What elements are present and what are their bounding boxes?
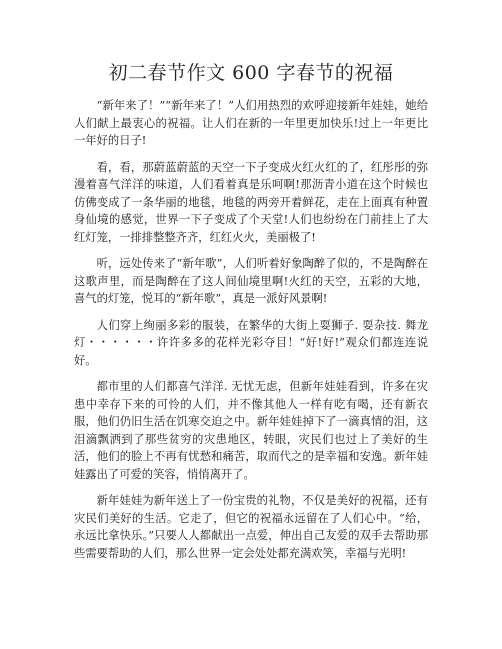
document-title: 初二春节作文 600 字春节的祝福 <box>108 62 394 84</box>
paragraph-4: 人们穿上绚丽多彩的服装，在繁华的大街上耍狮子. 耍杂技. 舞龙灯・・・・・・许许多多的花样光彩夺目！“好!好!”观众们都连连说好。 <box>74 318 428 367</box>
paragraph-5: 都市里的人们都喜气洋洋. 无忧无虑，但新年娃娃看到，许多在灾患中幸存下来的可怜的人们，并不像其他人一样有吃有喝，还有新衣服，他们仍旧生活在饥寒交迫之中。新年娃娃掉下了一滴真情的泪，这泪滴飘洒到了那些贫穷的灾患地区，转眼，灾民们也过上了美好的生活，他们的脸上不再有忧愁和痛苦，取而代之的是幸福和安逸。新年娃娃露出了可爱的笑容，悄悄离开了。 <box>74 380 428 481</box>
paragraph-1: “新年来了！”“新年来了！”人们用热烈的欢呼迎接新年娃娃，她给人们献上最衷心的祝福。让人们在新的一年里更加快乐!过上一年更比一年好的日子! <box>74 99 428 147</box>
paragraph-3: 听，远处传来了“新年歌”，人们听着好象陶醉了似的，不是陶醉在这歌声里，而是陶醉在了这人间仙境里啊!火红的天空，五彩的大地，喜气的灯笼，悦耳的“新年歌”，真是一派好风景啊! <box>74 257 428 305</box>
paragraph-6: 新年娃娃为新年送上了一份宝贵的礼物，不仅是美好的祝福，还有灾民们美好的生活。它走了，但它的祝福永远留在了人们心中。“给，永远比拿快乐。”只要人人都献出一点爱，伸出自己友爱的双手去帮助那些需要帮助的人们，那么世界一定会处处都充满欢笑，幸福与光明! <box>74 494 428 560</box>
document-body <box>74 97 428 571</box>
paragraph-2: 看，看，那蔚蓝蔚蓝的天空一下子变成火红火红的了，红彤彤的弥漫着喜气洋洋的味道，人们看着真是乐呵啊!那沥青小道在这个时候也仿佛变成了一条华丽的地毯，地毯的两旁开着鲜花，走在上面真有种置身仙境的感觉，世界一下子变成了个天堂!人们也纷纷在门前挂上了大红灯笼，一排排整整齐齐，红红火火，美丽极了! <box>74 160 428 244</box>
